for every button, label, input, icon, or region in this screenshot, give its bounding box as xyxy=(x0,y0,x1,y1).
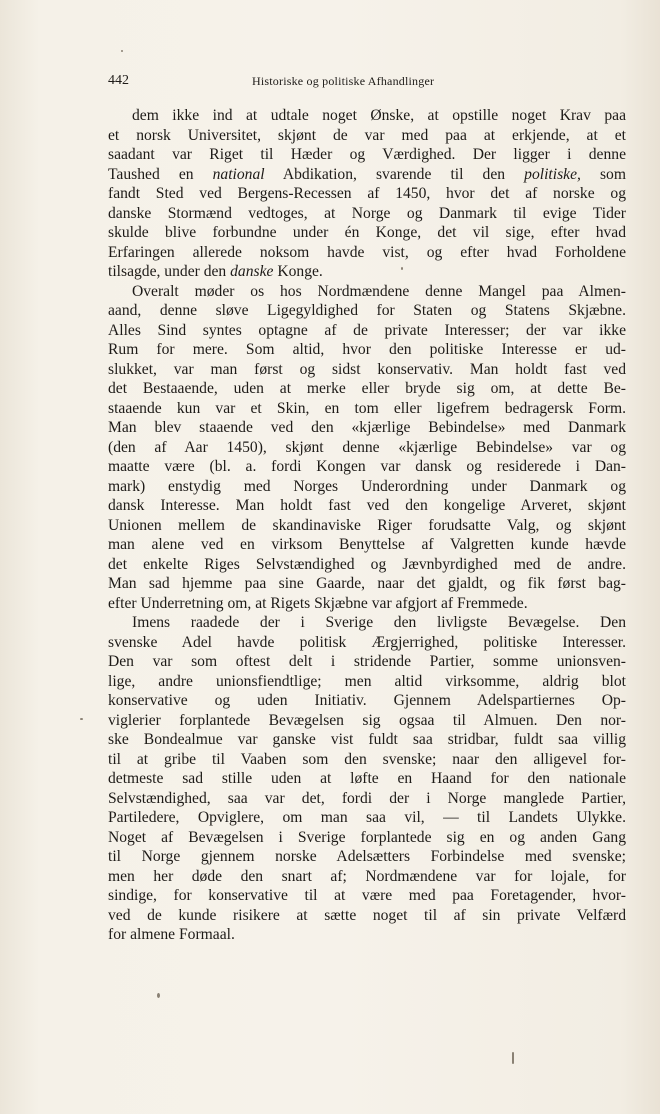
print-speck xyxy=(512,1052,514,1064)
print-speck xyxy=(401,267,403,270)
text-line xyxy=(108,847,626,867)
text-segment: maatte være (bl. a. fordi Kongen var dansk og residerede i Dan- xyxy=(108,458,626,475)
text-segment: aand, denne sløve Ligegyldighed for Staten og Statens Skjæbne. xyxy=(108,302,626,319)
text-line xyxy=(108,555,626,575)
text-segment: Imens raadede der i Sverige den livligste Bevægelse. Den xyxy=(132,614,626,631)
text-segment: et norsk Universitet, skjønt de var med paa at erkjende, at et xyxy=(108,126,626,144)
text-segment: ved de kunde risikere at sætte noget til af sin private Velfærd xyxy=(108,906,626,924)
text-segment: mark) enstydig med Norges Underordning under Danmark og xyxy=(108,477,626,495)
text-line xyxy=(108,477,626,497)
text-line xyxy=(108,126,626,146)
text-segment: man alene ved en virksom Benyttelse af Valgretten kunde hævde xyxy=(108,536,626,553)
text-segment: Konge. xyxy=(273,263,323,280)
text-segment: slukket, var man først og sidst konservativ. Man holdt fast ved xyxy=(108,360,626,378)
print-speck xyxy=(80,718,83,720)
text-segment: Man sad hjemme paa sine Gaarde, naar det gjaldt, og fik først bag- xyxy=(108,575,626,592)
text-line xyxy=(108,535,626,555)
text-line xyxy=(108,223,626,243)
text-line xyxy=(108,399,626,419)
text-segment: dem ikke ind at udtale noget Ønske, at opstille noget Krav paa xyxy=(132,107,626,124)
text-line xyxy=(108,828,626,848)
text-segment: skulde blive forbundne under én Konge, det vil sige, efter hvad xyxy=(108,224,626,241)
text-segment: svenske Adel havde politisk Ærgjerrighed, politiske Interesser. xyxy=(108,633,626,651)
text-line xyxy=(108,184,626,204)
text-segment: Overalt møder os hos Nordmændene denne Mangel paa Almen- xyxy=(132,282,626,300)
print-speck xyxy=(121,50,123,52)
text-segment: konservative og uden Initiativ. Gjennem Adelspartiernes Op- xyxy=(108,692,626,709)
text-segment: fandt Sted ved Bergens-Recessen af 1450, hvor det af norske og xyxy=(108,185,626,202)
text-segment: Taushed en xyxy=(108,165,213,183)
text-segment: Rum for mere. Som altid, hvor den politiske Interesse er ud- xyxy=(108,341,626,358)
text-segment: det Bestaaende, uden at merke eller bryde sig om, at dette Be- xyxy=(108,380,626,397)
text-line xyxy=(108,301,626,321)
text-line xyxy=(108,613,626,633)
emphasized-word: danske xyxy=(230,263,274,280)
text-segment: til Norge gjennem norske Adelsætters Forbindelse med svenske; xyxy=(108,848,626,865)
text-line xyxy=(108,243,626,263)
text-line xyxy=(108,594,626,614)
text-segment: lige, andre unionsfiendtlige; men altid virksomme, aldrig blot xyxy=(108,672,626,690)
text-segment: danske Stormænd vedtoges, at Norge og Danmark til evige Tider xyxy=(108,204,626,222)
text-segment: for almene Formaal. xyxy=(108,926,235,943)
text-line xyxy=(108,516,626,536)
text-line xyxy=(108,106,626,126)
text-line xyxy=(108,886,626,906)
text-segment: sindige, for konservative til at være med paa Foretagender, hvor- xyxy=(108,887,626,904)
text-line xyxy=(108,340,626,360)
text-line xyxy=(108,789,626,809)
text-line xyxy=(108,145,626,165)
text-line xyxy=(108,867,626,887)
text-line xyxy=(108,574,626,594)
print-speck xyxy=(157,993,160,998)
page-number: 442 xyxy=(108,73,129,88)
text-line xyxy=(108,711,626,731)
text-line xyxy=(108,438,626,458)
text-segment: dansk Interesse. Man holdt fast ved den kongelige Arveret, skjønt xyxy=(108,497,626,514)
text-line xyxy=(108,457,626,477)
text-segment: Partiledere, Opviglere, om man saa vil, — til Landets Ulykke. xyxy=(108,809,626,826)
text-segment: saadant var Riget til Hæder og Værdighed. Der ligger i denne xyxy=(108,146,626,163)
text-segment: ske Bondealmue var ganske vist fuldt saa stridbar, fuldt saa villig xyxy=(108,731,626,748)
text-line xyxy=(108,906,626,926)
text-line xyxy=(108,165,626,185)
text-segment: Noget af Bevægelsen i Sverige forplantede sig en og anden Gang xyxy=(108,828,626,846)
text-segment: Man blev staaende ved den «kjærlige Bebindelse» med Danmark xyxy=(108,419,626,436)
body-text xyxy=(108,106,626,945)
text-line xyxy=(108,282,626,302)
text-segment: Den var som oftest delt i stridende Partier, somme unionsven- xyxy=(108,653,626,670)
text-segment: Erfaringen allerede noksom havde vist, og efter hvad Forholdene xyxy=(108,243,626,261)
text-segment: tilsagde, under den xyxy=(108,263,231,280)
text-segment: (den af Aar 1450), skjønt denne «kjærlige Bebindelse» var og xyxy=(108,438,626,456)
text-segment: men her døde den snart af; Nordmændene var for lojale, for xyxy=(108,867,626,885)
text-segment: som xyxy=(580,165,626,183)
text-segment: Abdikation, svarende til den xyxy=(264,165,525,183)
text-line xyxy=(108,672,626,692)
text-line xyxy=(108,808,626,828)
running-title: Historiske og politiske Afhandlinger xyxy=(252,74,435,88)
emphasized-word: national xyxy=(212,165,265,183)
text-line xyxy=(108,321,626,341)
text-line xyxy=(108,769,626,789)
text-segment: Alles Sind syntes optagne af de private Interesser; der var ikke xyxy=(108,321,626,339)
text-line xyxy=(108,496,626,516)
text-line xyxy=(108,262,626,282)
text-line xyxy=(108,925,626,945)
text-line xyxy=(108,652,626,672)
text-line xyxy=(108,730,626,750)
text-segment: Selvstændighed, saa var det, fordi der i Norge manglede Partier, xyxy=(108,789,626,807)
text-segment: detmeste sad stille uden at løfte en Haand for den nationale xyxy=(108,770,626,787)
text-segment: Unionen mellem de skandinaviske Riger forudsatte Valg, og skjønt xyxy=(108,516,626,534)
text-line xyxy=(108,418,626,438)
text-segment: staaende kun var et Skin, en tom eller ligefrem bedragersk Form. xyxy=(108,399,626,417)
text-line xyxy=(108,691,626,711)
text-segment: det enkelte Riges Selvstændighed og Jævnbyrdighed med de andre. xyxy=(108,555,626,573)
text-line xyxy=(108,633,626,653)
text-line xyxy=(108,750,626,770)
text-segment: viglerier forplantede Bevægelsen sig ogsaa til Almuen. Den nor- xyxy=(108,711,626,729)
text-line xyxy=(108,360,626,380)
emphasized-word: politiske, xyxy=(524,165,581,183)
page-header xyxy=(108,73,532,93)
text-segment: efter Underretning om, at Rigets Skjæbne var afgjort af Fremmede. xyxy=(108,594,528,612)
text-segment: til at gribe til Vaaben som den svenske; naar den alligevel for- xyxy=(108,750,626,768)
text-line xyxy=(108,204,626,224)
text-line xyxy=(108,379,626,399)
